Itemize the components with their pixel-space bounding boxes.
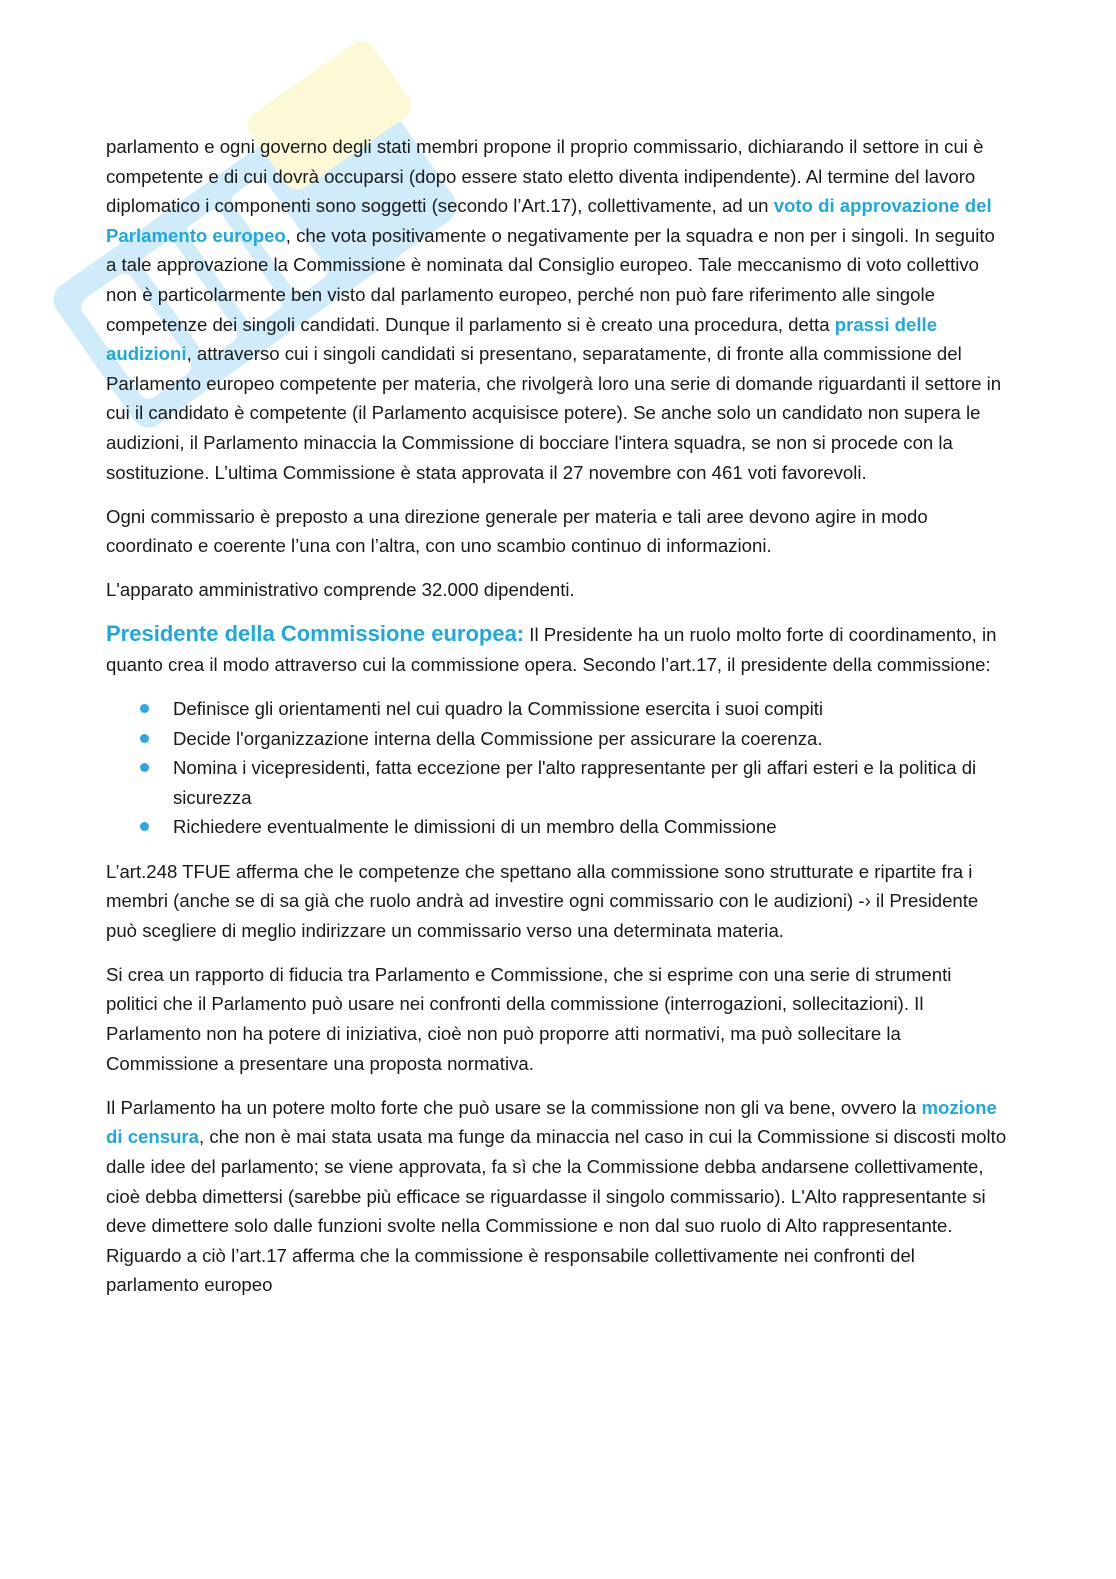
paragraph-text: , che non è mai stata usata ma funge da minaccia nel caso in cui la Commissione si discosti molto dalle idee del parlamento; se viene approvata, fa sì che la Commissione debba andarsene collettivamente, cioè debba dimettersi (sarebbe più efficace se riguardasse il singolo commissario). L'Alto rappresentante si deve dimettere solo dalle funzioni svolte nella Commissione e non dal suo ruolo di Alto rappresentante. Riguardo a ciò l’art.17 afferma che la commissione è responsabile collettivamente nei confronti del parlamento europeo <box>106 1126 1007 1296</box>
bullet-icon <box>140 763 149 772</box>
section-heading-presidente: Presidente della Commissione europea: <box>106 621 525 647</box>
bullet-icon <box>140 822 149 831</box>
highlight-voto-approvazione: voto di approvazione del Parlamento europeo <box>106 195 992 246</box>
paragraph-text: parlamento e ogni governo degli stati membri propone il proprio commissario, dichiarando il settore in cui è competente e di cui dovrà occuparsi (dopo essere stato eletto diventa indipendente). Al termine del lavoro diplomatico i componenti sono soggetti (secondo l’Art.17), collettivamente, ad un <box>106 136 984 217</box>
paragraph-mozione-censura <box>106 1093 1008 1300</box>
list-item-text: Definisce gli orientamenti nel cui quadro la Commissione esercita i suoi compiti <box>173 698 824 720</box>
document-body <box>106 132 1008 1314</box>
list-item <box>173 753 1008 812</box>
bullet-icon <box>140 704 149 713</box>
bullet-icon <box>140 734 149 743</box>
list-item-text: Decide l'organizzazione interna della Commissione per assicurare la coerenza. <box>173 727 823 749</box>
list-item <box>173 724 1008 754</box>
list-item-text: Richiedere eventualmente le dimissioni di un membro della Commissione <box>173 816 777 838</box>
list-item-text: Nomina i vicepresidenti, fatta eccezione per l'alto rappresentante per gli affari esteri e la politica di sicurezza <box>173 757 977 808</box>
paragraph-art248: L’art.248 TFUE afferma che le competenze che spettano alla commissione sono strutturate e ripartite fra i membri (anche se di sa già che ruolo andrà ad investire ogni commissario con le audizioni) -› il Presidente può scegliere di meglio indirizzare un commissario verso una determinata materia. <box>106 860 979 941</box>
bullet-list-presidente <box>106 694 1008 842</box>
paragraph-direzione-generale: Ogni commissario è preposto a una direzione generale per materia e tali aree devono agire in modo coordinato e coerente l’una con l’altra, con uno scambio continuo di informazioni. <box>106 505 928 557</box>
list-item <box>173 694 1008 724</box>
paragraph-rapporto-fiducia: Si crea un rapporto di fiducia tra Parlamento e Commissione, che si esprime con una serie di strumenti politici che il Parlamento può usare nei confronti della commissione (interrogazioni, sollecitazioni). Il Parlamento non ha potere di iniziativa, cioè non può proporre atti normativi, ma può sollecitare la Commissione a presentare una proposta normativa. <box>106 963 952 1074</box>
paragraph-text: , che vota positivamente o negativamente per la squadra e non per i singoli. In seguito a tale approvazione la Commissione è nominata dal Consiglio europeo. Tale meccanismo di voto collettivo non è particolarmente ben visto dal parlamento europeo, perché non può fare riferimento alle singole competenze dei singoli candidati. Dunque il parlamento si è creato una procedura, detta <box>106 224 995 335</box>
list-item <box>173 812 1008 842</box>
paragraph-text: Il Presidente ha un ruolo molto forte di coordinamento, in quanto crea il modo attraverso cui la commissione opera. Secondo l’art.17, il presidente della commissione: <box>106 624 997 675</box>
paragraph-presidente <box>106 619 1008 679</box>
highlight-mozione-censura: mozione di censura <box>106 1096 997 1148</box>
paragraph-apparato: L'apparato amministrativo comprende 32.000 dipendenti. <box>106 579 575 601</box>
paragraph-text: , attraverso cui i singoli candidati si presentano, separatamente, di fronte alla commissione del Parlamento europeo competente per materia, che rivolgerà loro una serie di domande riguardanti il settore in cui il candidato è competente (il Parlamento acquisisce potere). Se anche solo un candidato non supera le audizioni, il Parlamento minaccia la Commissione di bocciare l'intera squadra, se non si procede con la sostituzione. L’ultima Commissione è stata approvata il 27 novembre con 461 voti favorevoli. <box>106 343 1002 483</box>
highlight-prassi-audizioni: prassi delle audizioni <box>106 313 938 365</box>
paragraph-commission-approval <box>106 132 1008 487</box>
paragraph-text: Il Parlamento ha un potere molto forte che può usare se la commissione non gli va bene, ovvero la <box>106 1096 922 1118</box>
